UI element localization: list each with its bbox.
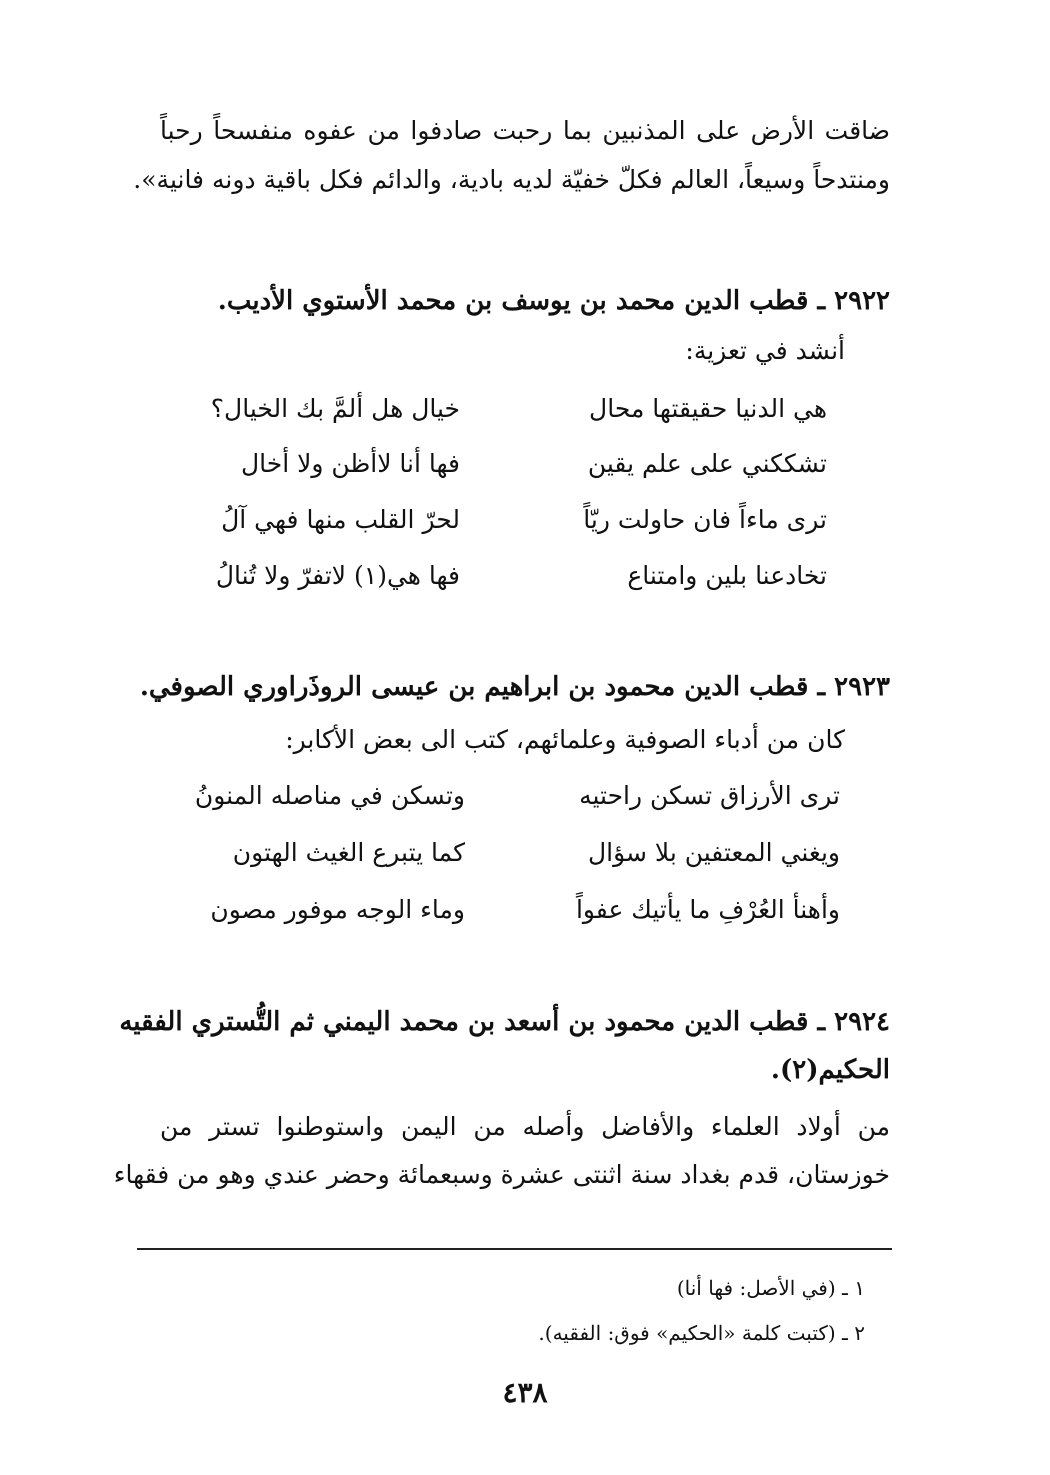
- footnote-1: ١ ـ (في الأصل: فها أنا): [676, 1276, 865, 1300]
- footnote-2: ٢ ـ (كتبت كلمة «الحكيم» فوق: الفقيه).: [538, 1321, 865, 1345]
- paragraph-line: من أولاد العلماء والأفاضل وأصله من اليمن واستوطنوا تستر من: [160, 1112, 890, 1141]
- entry-heading-2922: ٢٩٢٢ ـ قطب الدين محمد بن يوسف بن محمد الأستوي الأديب.: [217, 286, 890, 316]
- verse-hemistich-right: تشككني على علم يقين: [587, 449, 827, 478]
- verse-hemistich-left: وماء الوجه موفور مصون: [210, 895, 465, 924]
- entry-heading-2924-continued: الحكيم(٢).: [770, 1055, 890, 1085]
- footnote-separator: [137, 1248, 892, 1250]
- verse-hemistich-right: وأهنأ العُرْفِ ما يأتيك عفواً: [575, 895, 840, 924]
- verse-hemistich-left: كما يتبرع الغيث الهتون: [232, 838, 465, 867]
- verse-hemistich-left: خيال هل ألمَّ بك الخيال؟: [210, 394, 460, 423]
- verse-hemistich-right: تخادعنا بلين وامتناع: [627, 561, 827, 590]
- verse-hemistich-left: فها أنا لاأظن ولا أخال: [240, 449, 460, 478]
- entry-intro-2923: كان من أدباء الصوفية وعلمائهم، كتب الى بعض الأكابر:: [285, 725, 845, 754]
- verse-hemistich-left: وتسكن في مناصله المنونُ: [194, 781, 465, 810]
- verse-hemistich-left: لحرّ القلب منها فهي آلُ: [221, 505, 460, 534]
- verse-hemistich-left: فها هي(١) لاتفرّ ولا تُنالُ: [215, 561, 460, 590]
- paragraph-line: ضاقت الأرض على المذنبين بما رحبت صادفوا من عفوه منفسحاً رحباً: [160, 116, 890, 145]
- verse-hemistich-right: ترى الأرزاق تسكن راحتيه: [579, 781, 840, 810]
- verse-hemistich-right: ويغني المعتفين بلا سؤال: [587, 838, 840, 867]
- paragraph-line: خوزستان، قدم بغداد سنة اثنتى عشرة وسبعمائة وحضر عندي وهو من فقهاء: [113, 1160, 890, 1189]
- verse-hemistich-right: هي الدنيا حقيقتها محال: [589, 394, 827, 423]
- page-number: ٤٣٨: [502, 1376, 548, 1409]
- entry-heading-2923: ٢٩٢٣ ـ قطب الدين محمود بن ابراهيم بن عيسى الروذَراوري الصوفي.: [139, 672, 890, 702]
- entry-heading-2924: ٢٩٢٤ ـ قطب الدين محمود بن أسعد بن محمد اليمني ثم التُّستري الفقيه: [119, 1007, 890, 1037]
- entry-intro-2922: أنشد في تعزية:: [685, 336, 845, 365]
- verse-hemistich-right: ترى ماءاً فان حاولت ريّاً: [583, 505, 827, 534]
- paragraph-line: ومنتدحاً وسيعاً، العالم فكلّ خفيّة لديه بادية، والدائم فكل باقية دونه فانية».: [133, 165, 890, 194]
